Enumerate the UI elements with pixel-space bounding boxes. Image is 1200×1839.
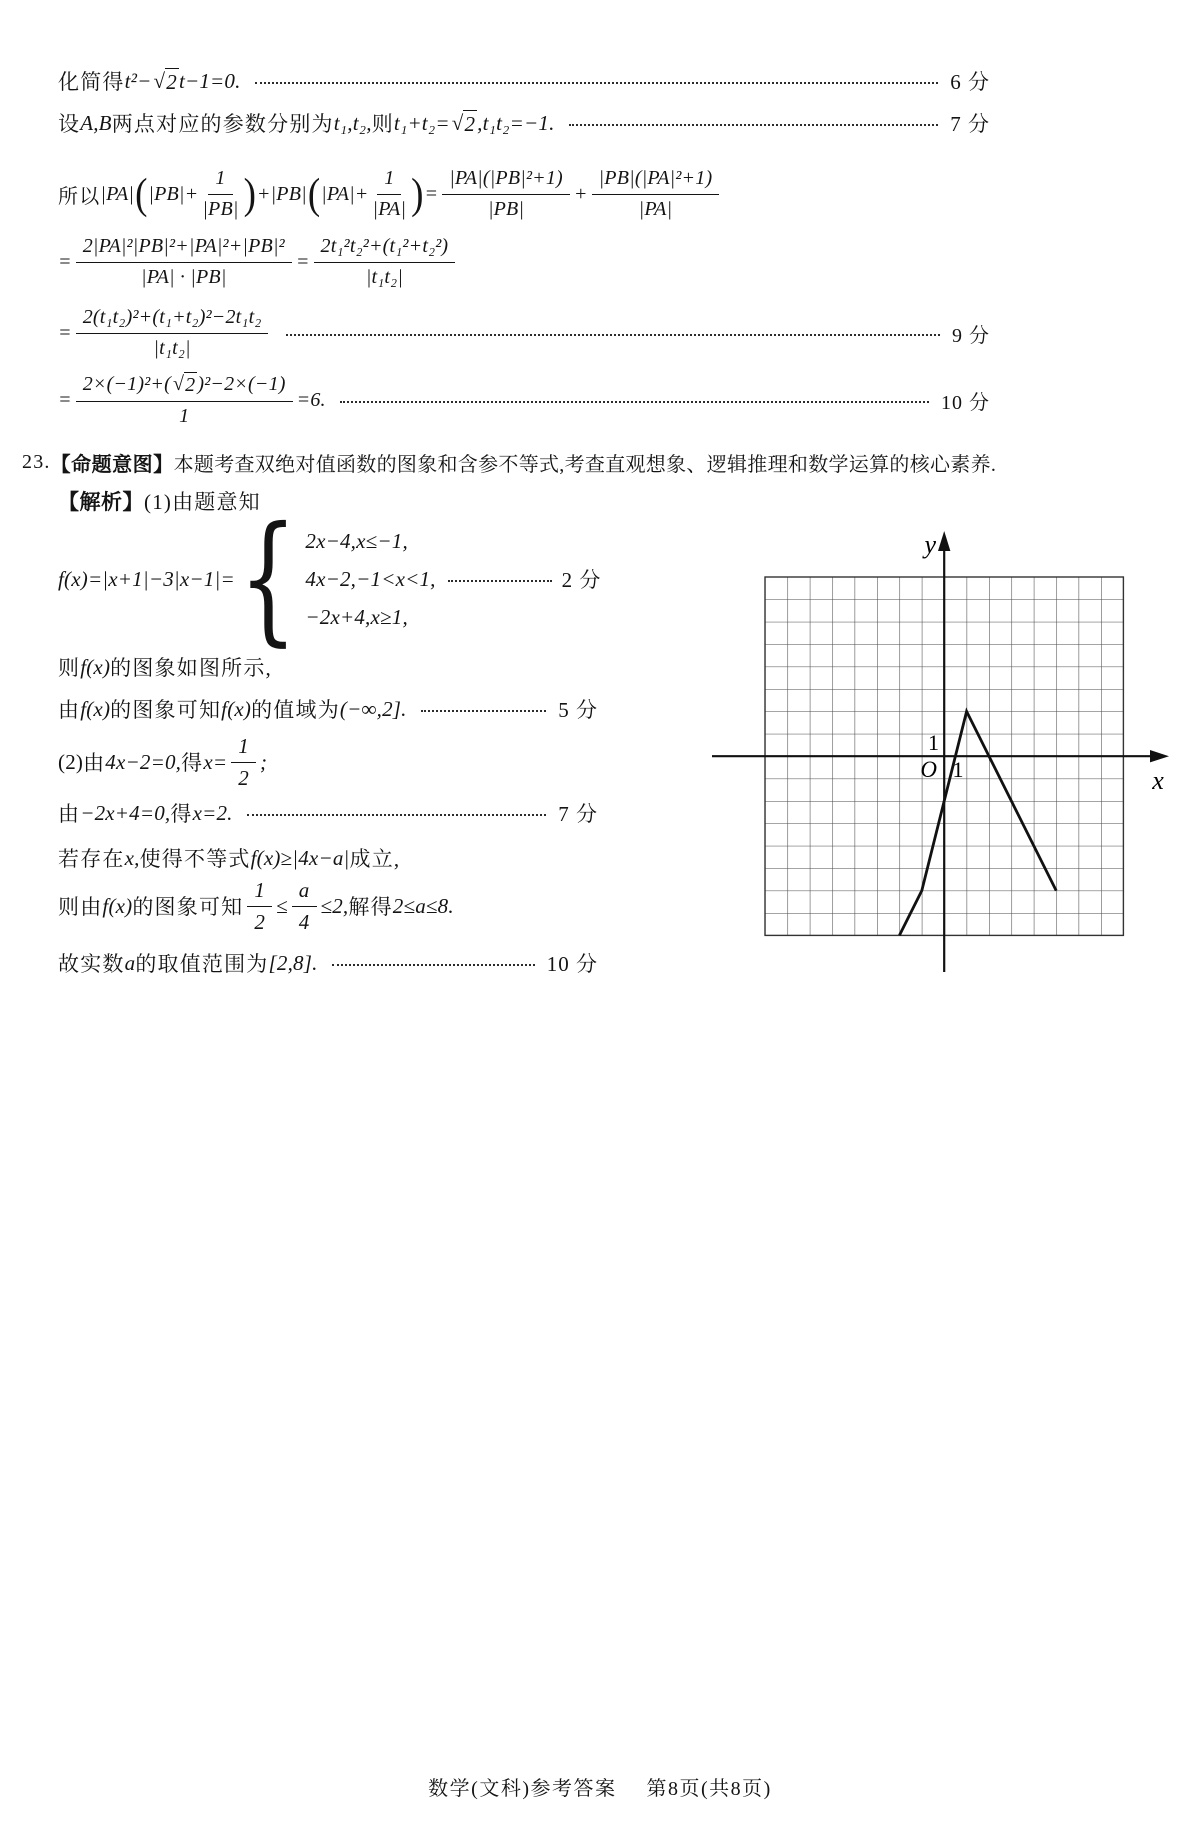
math-text: f(x)≥|4x−a| — [250, 845, 350, 870]
dotted-leader — [340, 401, 929, 403]
cjk-text: 的图象如图所示, — [110, 656, 273, 680]
big-paren: ) — [243, 169, 256, 219]
math-text: + — [573, 182, 588, 205]
math-text: =6. — [296, 388, 326, 411]
math-text: = — [58, 388, 72, 411]
fraction-denominator: |PA| · |PB| — [141, 265, 227, 288]
cjk-text: 两点对应的参数分别为 — [111, 112, 334, 136]
score-label: 10 分 — [941, 391, 990, 414]
x-axis-arrow — [1150, 750, 1169, 762]
math-text: = — [58, 250, 72, 273]
math-text: x, — [124, 845, 140, 870]
fraction — [202, 167, 238, 221]
footer-page-number: 第8页(共8页) — [646, 1778, 772, 1800]
left-brace: { — [238, 496, 298, 660]
fraction-denominator: |t₁t₂| — [365, 265, 404, 288]
y-axis-arrow — [938, 531, 950, 551]
fraction-numerator: 1 — [247, 878, 272, 907]
dotted-leader — [448, 580, 552, 582]
dotted-leader — [569, 124, 939, 126]
cjk-text: 使得不等式 — [139, 847, 251, 871]
cjk-text: 得 — [170, 802, 193, 826]
math-text: |PA| — [100, 182, 135, 205]
x-tick-label: 1 — [952, 757, 964, 782]
dotted-leader — [286, 334, 940, 336]
cjk-text: 故实数 — [58, 952, 125, 976]
math-text: f(x) — [102, 893, 133, 918]
final-answer-line — [58, 948, 598, 978]
math-text: = — [58, 321, 72, 344]
fraction — [592, 167, 720, 221]
sqrt-radicand: 2 — [464, 111, 476, 136]
fraction-numerator: 1 — [231, 734, 256, 763]
fraction — [314, 235, 456, 289]
fraction — [442, 167, 570, 221]
sqrt-radicand: 2 — [185, 373, 196, 396]
fraction-numerator: 2(t₁t₂)²+(t₁+t₂)²−2t₁t₂ — [76, 306, 269, 334]
cjk-text: 的图象可知 — [132, 895, 244, 919]
intent-tag: 【命题意图】 — [50, 454, 174, 476]
fraction-numerator: 2t₁²t₂²+(t₁²+t₂²) — [314, 235, 456, 263]
fraction — [76, 235, 292, 289]
math-text: x= — [203, 749, 228, 774]
cjk-text: 则 — [371, 112, 394, 136]
fraction — [247, 878, 272, 935]
cjk-text: 由 — [83, 751, 106, 775]
fraction — [76, 306, 269, 360]
math-text: f(x) — [80, 696, 111, 721]
cjk-text: 的图象可知 — [110, 698, 222, 722]
fraction-numerator: |PB|(|PA|²+1) — [592, 167, 720, 195]
math-text: ; — [259, 749, 268, 774]
fraction-denominator: |PB| — [202, 197, 239, 220]
sqrt-radicand: 2 — [166, 69, 177, 94]
cjk-text: 由 — [58, 802, 81, 826]
x-axis-label: x — [1152, 766, 1164, 795]
solve-x-half-line — [58, 733, 267, 791]
cjk-text: 的取值范围为 — [135, 952, 269, 976]
fraction — [373, 167, 407, 221]
math-text: 4x−2,−1<x<1, — [305, 566, 436, 591]
fraction-denominator: |PB| — [487, 197, 525, 220]
big-paren: ( — [307, 169, 321, 219]
score-label: 7 分 — [950, 112, 990, 136]
page-footer — [0, 1772, 1200, 1801]
cjk-text: 则由 — [58, 895, 103, 919]
fraction-denominator: |t₁t₂| — [153, 336, 191, 359]
range-line — [58, 694, 598, 724]
fraction-numerator: |PA|(|PB|²+1) — [442, 167, 570, 195]
math-text: t²− — [124, 68, 152, 93]
math-text: +|PB| — [256, 182, 307, 205]
math-text: ≤2, — [320, 893, 349, 918]
cjk-text: 设 — [58, 112, 81, 136]
math-text: 2≤a≤8. — [392, 893, 454, 918]
math-text: −2x+4=0, — [80, 800, 171, 825]
question-23-intent — [22, 448, 996, 477]
score-label: 10 分 — [546, 952, 598, 976]
fraction-denominator: |PA| — [638, 197, 673, 220]
cases-column — [305, 522, 601, 636]
math-text: = — [295, 250, 310, 273]
y-tick-label: 1 — [928, 730, 939, 755]
function-graph — [700, 518, 1175, 988]
cjk-text: 所以 — [58, 185, 101, 208]
score-label: 2 分 — [561, 568, 602, 592]
fraction-numerator — [76, 372, 293, 402]
case-row-1: 2x−4,x≤−1, — [305, 528, 408, 553]
score-label: 5 分 — [558, 698, 598, 722]
math-text: 4x−2=0, — [105, 749, 182, 774]
math-text: ≤ — [276, 893, 288, 918]
solution-line-2 — [58, 108, 990, 138]
sqrt-symbol: √ — [172, 372, 185, 395]
solution-line-1 — [58, 66, 990, 96]
math-text: a — [124, 950, 136, 975]
dotted-leader — [332, 964, 535, 966]
cases-block — [235, 496, 602, 660]
math-text: f(x) — [221, 696, 252, 721]
math-text: |PA|+ — [321, 182, 369, 205]
fraction — [76, 372, 293, 428]
cjk-text: 若存在 — [58, 847, 125, 871]
fraction — [231, 734, 256, 791]
math-text: f(x)=|x+1|−3|x−1|= — [58, 566, 235, 591]
origin-label: O — [920, 757, 937, 782]
fraction-numerator: 1 — [208, 167, 232, 195]
score-label: 9 分 — [952, 324, 990, 347]
fraction-numerator: 1 — [377, 167, 401, 195]
footer-title: 数学(文科)参考答案 — [428, 1778, 617, 1800]
math-text: t₁,t₂, — [333, 110, 372, 135]
graph-reference-line — [58, 652, 272, 682]
math-text: f(x) — [80, 654, 111, 679]
dotted-leader — [247, 814, 547, 816]
cjk-text: 化简得 — [58, 70, 125, 94]
fraction-denominator: |PA| — [372, 197, 407, 220]
dotted-leader — [421, 710, 547, 712]
big-paren: ) — [411, 169, 424, 219]
fraction-numerator: 2|PA|²|PB|²+|PA|²+|PB|² — [76, 235, 292, 263]
analysis-tag: 【解析】 — [58, 491, 144, 514]
math-text: (−∞,2]. — [339, 696, 407, 721]
cjk-text: 成立, — [349, 847, 401, 871]
cjk-text: 得 — [181, 751, 204, 775]
math-text: x=2. — [192, 800, 233, 825]
dotted-leader — [255, 82, 939, 84]
math-text: t−1=0. — [178, 68, 241, 93]
analysis-heading — [58, 486, 261, 516]
score-label: 6 分 — [950, 70, 990, 94]
math-text: = — [424, 182, 439, 205]
cjk-text: 解得 — [348, 895, 393, 919]
fraction — [292, 878, 317, 935]
sqrt-symbol: √ — [451, 110, 464, 135]
big-paren: ( — [135, 169, 148, 219]
solve-x-two-line — [58, 798, 598, 828]
solution-line-6 — [58, 356, 990, 444]
question-number: 23. — [22, 451, 51, 473]
fraction-denominator: 4 — [298, 909, 310, 934]
analysis-text: (1)由题意知 — [144, 490, 261, 514]
fraction-denominator: 1 — [179, 404, 190, 427]
cjk-text: 由 — [58, 698, 81, 722]
y-axis-label: y — [924, 530, 936, 559]
fraction-denominator: 2 — [254, 909, 266, 934]
math-text: |PB|+ — [148, 182, 199, 205]
math-text: [2,8]. — [268, 950, 318, 975]
math-text: t₁+t₂= — [393, 110, 450, 135]
inequality-solve-line — [58, 876, 454, 936]
sqrt-symbol: √ — [153, 68, 166, 93]
fraction-numerator: a — [292, 878, 317, 907]
cjk-text: 的值域为 — [251, 698, 340, 722]
part-number: (2) — [58, 749, 84, 774]
case-row-2 — [305, 560, 601, 598]
math-text: ,t₁t₂=−1. — [477, 110, 555, 135]
math-text: 2×(−1)²+( — [82, 372, 171, 395]
score-label: 7 分 — [558, 802, 598, 826]
math-text: )²−2×(−1) — [197, 372, 286, 395]
intent-text: 本题考查双绝对值函数的图象和含参不等式,考查直观想象、逻辑推理和数学运算的核心素养. — [173, 454, 997, 476]
fraction-denominator: 2 — [238, 765, 249, 790]
case-row-3: −2x+4,x≥1, — [305, 604, 408, 629]
cjk-text: 则 — [58, 656, 81, 680]
exists-condition-line — [58, 843, 400, 873]
math-text: A,B — [80, 110, 112, 135]
